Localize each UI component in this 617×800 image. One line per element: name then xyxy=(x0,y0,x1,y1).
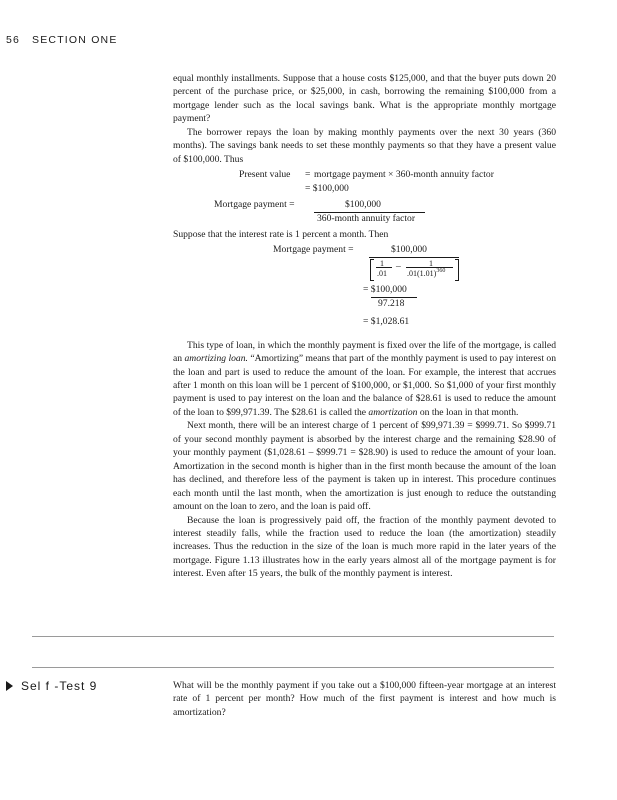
self-test-question: What will be the monthly payment if you take out a $100,000 fifteen-year mortgage at an interest rate of 1 percent per month? How much of the first payment is interest and how much is amortization? xyxy=(173,680,556,718)
eq2-mp-label: Mortgage payment = xyxy=(273,243,354,255)
paragraph: Because the loan is progressively paid off, the fraction of the monthly payment devoted to interest steadily falls, while the fraction used to reduce the loan (the amortization) steadily increases. Thus the reduction in the size of the loan is much more rapid in the later years of the mortgage. Figure 1.13 illustrates how in the early years almost all of the mortgage payment is for interest. Even after 15 years, the bulk of the monthly payment is interest. xyxy=(173,514,556,580)
text-run: “Amortizing” means that part of the monthly payment is used to pay interest on the loan and part is used to reduce the amount of the loan. For example, the interest that accrues after 1 month on this loan will be 1 percent of $100,000, or $1,000. So $1,000 of your first monthly payment is used to pay interest on the loan and the balance of $28.61 is used to reduce the amount of the loan to $99,971.39. The $28.61 is called the xyxy=(173,353,556,418)
eq2-one-a: 1 xyxy=(380,258,384,268)
paragraph: Next month, there will be an interest charge of 1 percent of $99,971.39 = $999.71. So $999.71 of your second monthly payment is absorbed by the interest charge and the remaining $28.90 of your monthly payment ($1,028.61 – $999.71 = $28.90) is used to reduce the amount of your loan. Amortization in the second month is higher than in the first month because the amount of the loan has declined, and therefore less of the payment is taken up in interest. This procedure continues each month until the last month, when the amortization is just enough to reduce the outstanding amount on the loan to zero, and the loan is paid off. xyxy=(173,420,556,513)
self-test-label xyxy=(6,679,97,693)
divider xyxy=(32,636,554,637)
eq2-den-b xyxy=(407,267,445,282)
eq2-line2: = $100,000 xyxy=(363,283,407,295)
eq2-exponent: 360 xyxy=(436,267,446,274)
bracket-left xyxy=(370,259,374,281)
paragraph: The borrower repays the loan by making monthly payments over the next 30 years (360 months). The savings bank needs to set these monthly payments so that they have a present value of $100,000. Thus xyxy=(173,126,556,165)
paragraph: equal monthly installments. Suppose that a house costs $125,000, and that the buyer puts down 20 percent of the purchase price, or $25,000, in cash, borrowing the remaining $100,000 from a mortgage lender such as the local savings bank. What is the appropriate monthly mortgage payment? xyxy=(173,73,556,125)
eq2-den-a: .01 xyxy=(377,268,387,278)
triangle-icon xyxy=(6,681,13,691)
paragraph: Suppose that the interest rate is 1 percent a month. Then xyxy=(173,229,389,241)
eq2-line2-den: 97.218 xyxy=(378,297,405,309)
body-text xyxy=(173,72,556,581)
bracket-right xyxy=(455,259,459,281)
emphasis: amortizing loan. xyxy=(184,353,248,365)
text-run: This type of loan, in which the monthly payment is fixed over the life of the mortgage, is called an xyxy=(173,339,556,365)
eq-pv-label: Present value xyxy=(239,169,291,181)
paragraph xyxy=(173,339,556,420)
eq2-minus: – xyxy=(396,260,401,272)
eq2-one-b: 1 xyxy=(429,258,433,268)
self-test-title: Sel f -Test 9 xyxy=(21,679,98,693)
page-number: 56 xyxy=(6,34,21,46)
eq2-result: = $1,028.61 xyxy=(363,315,410,327)
section-title: SECTION ONE xyxy=(32,34,118,46)
divider xyxy=(32,667,554,668)
equation-annuity xyxy=(173,168,556,226)
eq2-numerator: $100,000 xyxy=(391,243,427,255)
eq-equals: = xyxy=(305,169,311,181)
text-run: on the loan in that month. xyxy=(417,406,519,418)
eq-pv-rhs: mortgage payment × 360-month annuity factor xyxy=(314,169,494,181)
emphasis: amortization xyxy=(368,406,418,418)
eq-mp-denominator: 360-month annuity factor xyxy=(317,213,416,225)
eq-mp-label: Mortgage payment = xyxy=(214,199,295,211)
equation-payment xyxy=(173,243,556,339)
eq-mp-numerator: $100,000 xyxy=(345,199,381,211)
eq-pv-value: = $100,000 xyxy=(305,183,349,195)
eq2-den-b-base: .01(1.01) xyxy=(407,268,437,278)
